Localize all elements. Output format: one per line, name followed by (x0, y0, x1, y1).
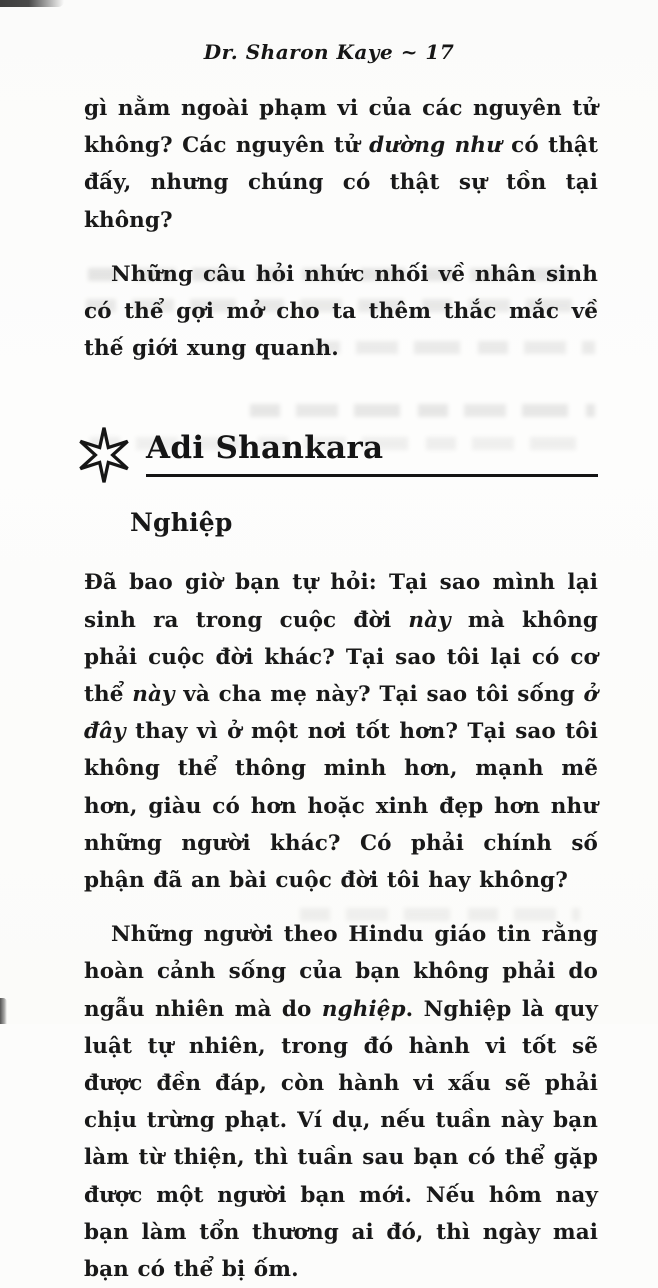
text-run: và cha mẹ này? Tại sao tôi sống (174, 682, 584, 708)
italic-emphasis-text: này (408, 607, 451, 633)
text-run: Những người theo Hindu giáo tin rằng hoàn cảnh sống của bạn không phải do ngẫu nhiên mà do (84, 922, 598, 1022)
six-pointed-star-icon (74, 423, 134, 491)
section-heading-row (84, 417, 598, 491)
top-paragraphs (84, 90, 598, 367)
italic-emphasis-text: ở đây (84, 682, 598, 745)
italic-emphasis-text: nghiệp (321, 996, 406, 1022)
body-paragraph (84, 256, 598, 368)
text-run: Đã bao giờ bạn tự hỏi: Tại sao mình lại sinh ra trong cuộc đời (84, 570, 598, 633)
section-heading (84, 417, 598, 537)
text-run: Những câu hỏi nhức nhối về nhân sinh có thể gợi mở cho ta thêm thắc mắc về thế giới xung quanh. (84, 261, 598, 362)
italic-emphasis-text: này (132, 682, 175, 708)
text-run: có thật đấy, nhưng chúng có thật sự tồn tại không? (84, 133, 598, 233)
section-title-underline (146, 431, 598, 477)
text-run: gì nằm ngoài phạm vi của các nguyên tử không? Các nguyên tử (84, 96, 598, 159)
text-run: mà không phải cuộc đời khác? Tại sao tôi lại có cơ thể (84, 607, 598, 708)
italic-emphasis-text: dường như (369, 133, 502, 159)
running-header: Dr. Sharon Kaye ~ 17 (203, 40, 455, 64)
body-paragraph (84, 916, 598, 1288)
text-run: thay vì ở một nơi tốt hơn? Tại sao tôi không thể thông minh hơn, mạnh mẽ hơn, giàu có hơn hoặc xinh đẹp hơn như những người khác? Có phải chính số phận đã an bài cuộc đời tôi hay không? (84, 719, 598, 894)
section-title: Adi Shankara (146, 430, 384, 467)
section-subtitle: Nghiệp (130, 508, 233, 538)
text-column (84, 90, 598, 1288)
text-run: . Nghiệp là quy luật tự nhiên, trong đó hành vi tốt sẽ được đền đáp, còn hành vi xấu sẽ phải chịu trừng phạt. Ví dụ, nếu tuần này bạn làm từ thiện, thì tuần sau bạn có thể gặp được một người bạn mới. Nếu hôm nay bạn làm tổn thương ai đó, thì ngày mai bạn có thể bị ốm. (84, 996, 598, 1283)
body-paragraph (84, 90, 598, 239)
body-paragraphs (84, 564, 598, 1288)
scan-smudge-artifact (0, 998, 7, 1024)
body-paragraph (84, 564, 598, 899)
scan-smudge-artifact (0, 0, 64, 7)
